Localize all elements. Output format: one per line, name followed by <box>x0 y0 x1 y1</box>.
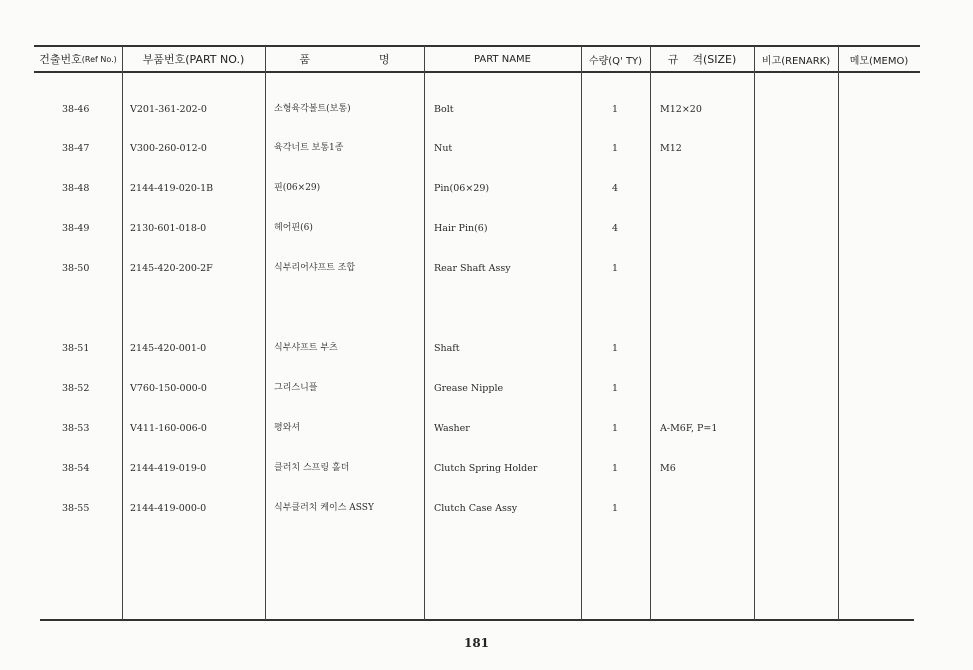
size-cell <box>660 382 752 395</box>
size-cell <box>660 502 752 515</box>
qty-cell: 1 <box>611 502 619 514</box>
header-size-2: 격(SIZE) <box>692 53 737 66</box>
qty-cell: 1 <box>611 422 619 434</box>
header-memo: 메모(MEMO) <box>849 55 909 67</box>
part-no-cell: V201-361-202-0 <box>130 103 207 115</box>
name-kr-cell: 식부샤프트 부츠 <box>274 342 338 353</box>
part-no-cell: 2145-420-001-0 <box>130 342 207 354</box>
name-kr-cell: 식부리어샤프트 조합 <box>274 263 356 274</box>
part-name-cell: Shaft <box>434 342 460 354</box>
name-kr-cell: 클러치 스프링 홀더 <box>274 462 350 473</box>
header-ref-no <box>34 48 122 70</box>
qty-cell: 1 <box>611 342 619 354</box>
header-name-kr <box>265 48 424 70</box>
ref-no-cell: 38-55 <box>62 502 90 514</box>
part-no-cell: 2144-419-019-0 <box>130 462 207 474</box>
header-name-kr-1: 품 <box>299 53 311 66</box>
size-column <box>660 76 752 541</box>
column-divider <box>265 46 266 620</box>
header-part-name: PART NAME <box>473 53 531 65</box>
size-cell: M6 <box>660 462 676 474</box>
ref-no-cell: 38-51 <box>62 342 90 354</box>
part-name-cell: Rear Shaft Assy <box>434 263 511 275</box>
ref-no-cell: 38-47 <box>62 143 90 155</box>
part-name-cell: Clutch Spring Holder <box>434 462 538 474</box>
name-kr-cell: 소형육각볼트(보통) <box>274 103 351 114</box>
table-bottom-border <box>40 619 914 621</box>
name-kr-cell: 그리스니플 <box>274 382 318 393</box>
name-kr-cell: 헤어핀(6) <box>274 223 313 234</box>
size-cell <box>660 342 752 355</box>
part-no-cell: V411-160-006-0 <box>130 422 207 434</box>
qty-cell: 1 <box>611 143 619 155</box>
ref-no-cell: 38-49 <box>62 223 90 235</box>
size-cell <box>660 262 752 275</box>
size-cell: M12×20 <box>660 103 702 115</box>
part-name-cell: Washer <box>434 422 470 434</box>
column-divider <box>122 46 123 620</box>
ref-no-cell: 38-54 <box>62 462 90 474</box>
table-header-divider <box>34 71 920 73</box>
qty-cell: 4 <box>611 223 619 235</box>
size-cell <box>660 222 752 235</box>
size-cell: M12 <box>660 143 682 155</box>
column-divider <box>838 46 839 620</box>
ref-no-cell: 38-53 <box>62 422 90 434</box>
ref-no-cell: 38-50 <box>62 263 90 275</box>
name-kr-column <box>274 76 422 541</box>
header-size-1: 규 <box>667 53 679 66</box>
column-divider <box>754 46 755 620</box>
table-top-border <box>34 45 920 47</box>
part-no-cell: V760-150-000-0 <box>130 382 207 394</box>
part-name-cell: Nut <box>434 143 453 155</box>
column-divider <box>424 46 425 620</box>
part-name-cell: Bolt <box>434 103 454 115</box>
column-divider <box>581 46 582 620</box>
name-kr-cell: 핀(06×29) <box>274 183 321 194</box>
qty-cell: 4 <box>611 183 619 195</box>
page-number: 181 <box>463 636 490 650</box>
name-kr-cell: 식부클러치 케이스 ASSY <box>274 502 374 513</box>
name-kr-cell: 평와셔 <box>274 422 301 433</box>
part-no-cell: 2145-420-200-2F <box>130 263 213 275</box>
header-qty: 수량(Q' TY) <box>588 55 643 67</box>
part-no-cell: 2130-601-018-0 <box>130 223 207 235</box>
qty-column <box>600 76 630 541</box>
part-no-cell: V300-260-012-0 <box>130 143 207 155</box>
header-size <box>650 48 754 70</box>
ref-no-cell: 38-48 <box>62 183 90 195</box>
ref-no-column <box>62 76 112 541</box>
qty-cell: 1 <box>611 382 619 394</box>
ref-no-cell: 38-52 <box>62 382 90 394</box>
column-divider <box>650 46 651 620</box>
qty-cell: 1 <box>611 263 619 275</box>
header-name-kr-2: 명 <box>378 53 390 66</box>
qty-cell: 1 <box>611 103 619 115</box>
part-name-cell: Hair Pin(6) <box>434 223 488 235</box>
qty-cell: 1 <box>611 462 619 474</box>
ref-no-cell: 38-46 <box>62 103 90 115</box>
size-cell: A-M6F, P=1 <box>660 422 718 434</box>
part-name-cell: Grease Nipple <box>434 382 504 394</box>
part-name-cell: Pin(06×29) <box>434 183 490 195</box>
part-no-cell: 2144-419-000-0 <box>130 502 207 514</box>
part-no-cell: 2144-419-020-1B <box>130 183 214 195</box>
name-kr-cell: 육각너트 보통1종 <box>274 143 344 154</box>
part-no-column <box>130 76 260 541</box>
header-part-no: 부품번호(PART NO.) <box>142 53 245 66</box>
header-ref-no-label: 건출번호 <box>39 53 82 66</box>
header-ref-no-sub: (Ref No.) <box>81 54 117 64</box>
part-name-cell: Clutch Case Assy <box>434 502 518 514</box>
size-cell <box>660 182 752 195</box>
header-remark: 비고(RENARK) <box>761 55 831 67</box>
part-name-column <box>434 76 579 541</box>
